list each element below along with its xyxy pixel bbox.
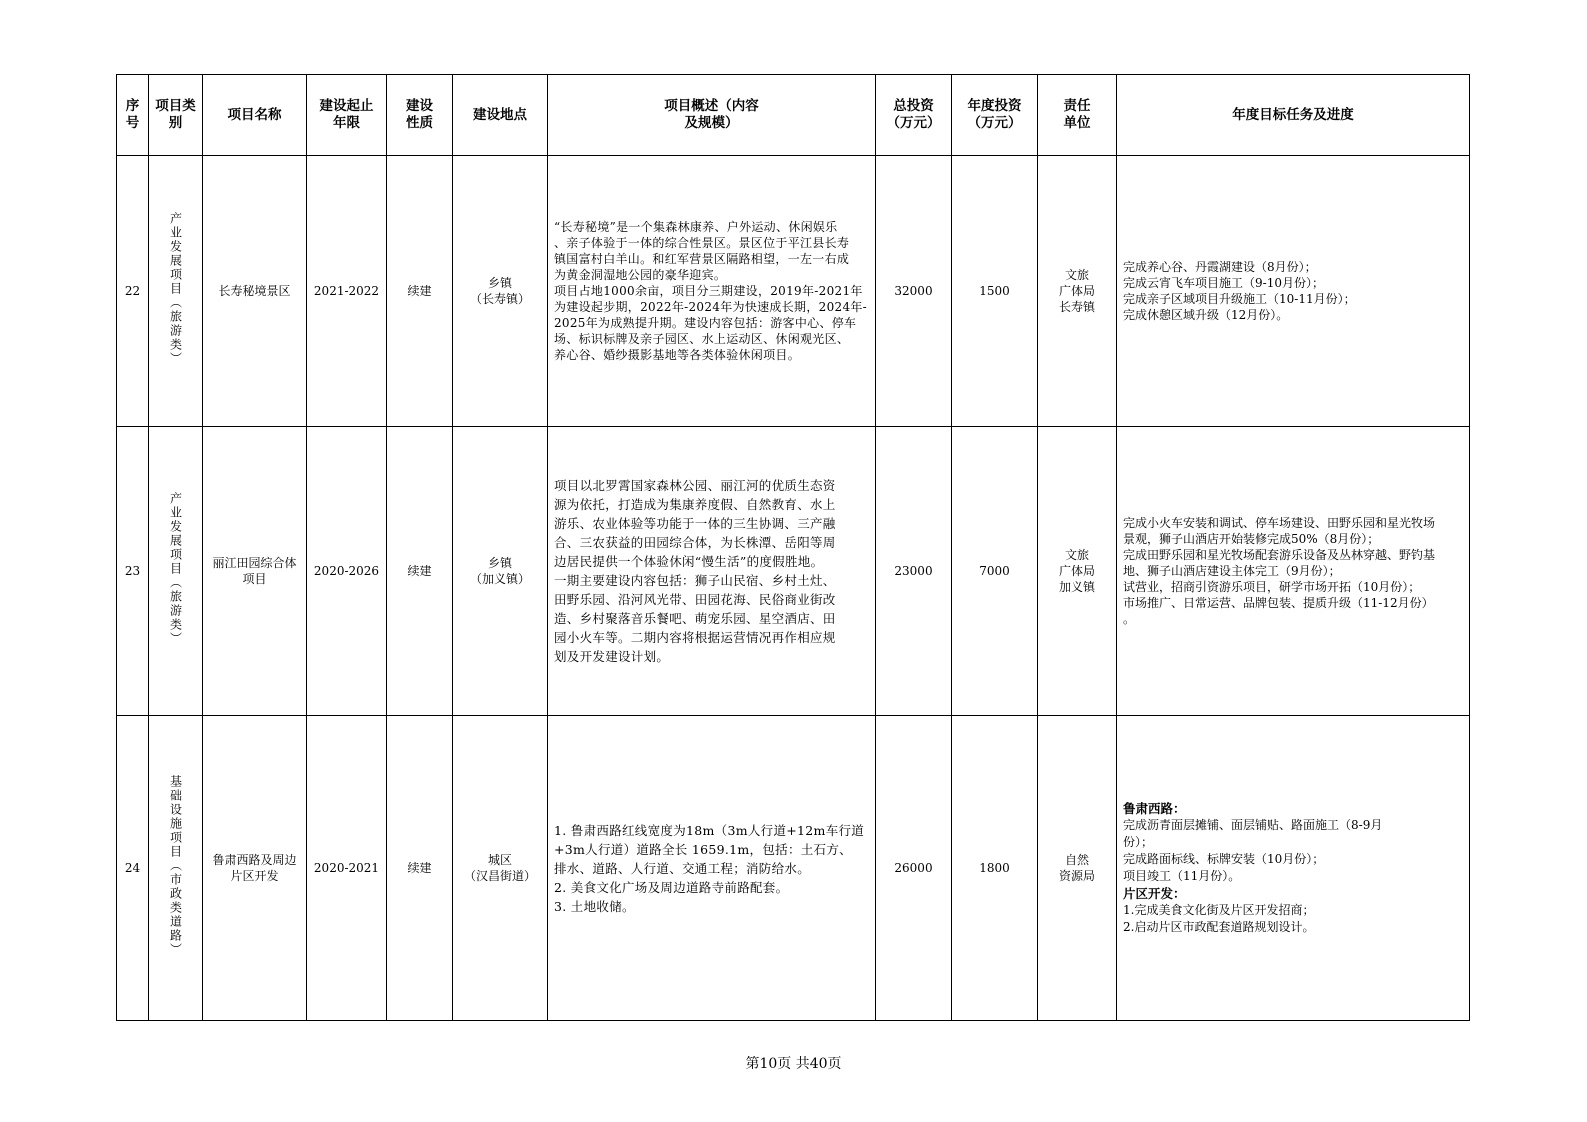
header-nature-text: 建设性质	[406, 98, 433, 131]
header-overview	[548, 75, 876, 156]
row-nature: 续建	[387, 427, 453, 716]
location-line: 乡镇	[487, 556, 512, 570]
row-index: 23	[117, 427, 149, 716]
row-annual-investment: 1500	[952, 156, 1038, 427]
goal-line: 完成沥青面层摊铺、面层铺贴、路面施工（8-9月	[1123, 818, 1383, 832]
goal-line: 。	[1123, 612, 1136, 626]
unit-line: 自然	[1064, 853, 1089, 867]
header-annual-investment-text: 年度投资（万元）	[967, 98, 1022, 131]
table-row	[117, 427, 1470, 716]
overview-line: 、亲子体验于一体的综合性景区。景区位于平江县长寿	[554, 236, 850, 250]
overview-line: 源为依托，打造成为集康养度假、自然教育、水上	[554, 497, 836, 512]
row-overview	[548, 156, 876, 427]
header-name: 项目名称	[203, 75, 307, 156]
row-annual-goals	[1117, 427, 1470, 716]
overview-line: +3m人行道）道路全长 1659.1m，包括：土石方、	[554, 841, 852, 857]
row-category-text: 产业发展项目（旅游类）	[168, 492, 183, 646]
overview-line: 边居民提供一个体验休闲“慢生活”的度假胜地。	[554, 554, 824, 569]
row-responsible-unit	[1038, 156, 1117, 427]
goal-line: 市场推广、日常运营、品牌包装、提质升级（11-12月份）	[1123, 596, 1434, 610]
overview-line: 划及开发建设计划。	[554, 649, 670, 664]
goal-line: 项目竣工（11月份）。	[1123, 869, 1241, 883]
header-period-text: 建设起止年限	[319, 98, 374, 131]
goal-line: 地、狮子山酒店建设主体完工（9月份）；	[1123, 564, 1341, 578]
goal-line: 完成休憩区域升级（12月份）。	[1123, 308, 1289, 322]
unit-line: 广体局	[1058, 284, 1095, 298]
row-responsible-unit	[1038, 427, 1117, 716]
overview-line: 合、三农获益的田园综合体，为长株潭、岳阳等周	[554, 535, 836, 550]
row-category	[149, 427, 203, 716]
goal-line: 完成云宵飞车项目施工（9-10月份）；	[1123, 276, 1324, 290]
overview-line: 为建设起步期，2022年-2024年为快速成长期，2024年-	[554, 300, 868, 314]
overview-line: 为黄金洞湿地公园的豪华迎宾。	[554, 268, 727, 282]
header-annual-investment	[952, 75, 1038, 156]
row-name: 丽江田园综合体项目	[203, 427, 307, 716]
row-overview	[548, 427, 876, 716]
overview-line: 田野乐园、沿河风光带、田园花海、民俗商业街改	[554, 592, 836, 607]
header-total-investment	[876, 75, 952, 156]
header-location: 建设地点	[453, 75, 548, 156]
header-category-text: 项目类别	[155, 98, 196, 131]
row-nature: 续建	[387, 156, 453, 427]
overview-line: 养心谷、婚纱摄影基地等各类体验休闲项目。	[554, 348, 801, 362]
row-total-investment: 26000	[876, 716, 952, 1021]
goal-heading: 鲁肃西路：	[1123, 801, 1186, 816]
row-location	[453, 427, 548, 716]
row-annual-investment: 1800	[952, 716, 1038, 1021]
row-name: 鲁肃西路及周边片区开发	[203, 716, 307, 1021]
overview-line: 场、标识标牌及亲子园区、水上运动区、休闲观光区、	[554, 332, 850, 346]
header-overview-text: 项目概述（内容及规模）	[664, 98, 759, 131]
row-overview	[548, 716, 876, 1021]
row-index: 24	[117, 716, 149, 1021]
goal-line: 份）；	[1123, 835, 1154, 849]
row-responsible-unit	[1038, 716, 1117, 1021]
goal-line: 完成亲子区域项目升级施工（10-11月份）；	[1123, 292, 1356, 306]
header-period	[307, 75, 387, 156]
unit-line: 文旅	[1064, 548, 1089, 562]
row-index: 22	[117, 156, 149, 427]
row-location	[453, 156, 548, 427]
row-category	[149, 716, 203, 1021]
overview-line: 游乐、农业体验等功能于一体的三生协调、三产融	[554, 516, 836, 531]
project-table	[116, 74, 1470, 1021]
row-total-investment: 23000	[876, 427, 952, 716]
row-period: 2020-2026	[307, 427, 387, 716]
row-annual-goals	[1117, 716, 1470, 1021]
row-period: 2021-2022	[307, 156, 387, 427]
row-nature: 续建	[387, 716, 453, 1021]
goal-line: 试营业，招商引资游乐项目，研学市场开拓（10月份）；	[1123, 580, 1421, 594]
overview-line: 项目占地1000余亩，项目分三期建设，2019年-2021年	[554, 284, 863, 298]
location-line: 城区	[487, 853, 512, 867]
unit-line: 资源局	[1058, 869, 1095, 883]
page-number: 第10页 共40页	[745, 1056, 842, 1072]
goal-line: 完成路面标线、标牌安装（10月份）；	[1123, 852, 1325, 866]
row-total-investment: 32000	[876, 156, 952, 427]
row-period: 2020-2021	[307, 716, 387, 1021]
header-category	[149, 75, 203, 156]
header-total-investment-text: 总投资（万元）	[886, 98, 941, 131]
overview-line: 3. 土地收储。	[554, 898, 635, 914]
goal-line: 2.启动片区市政配套道路规划设计。	[1123, 920, 1315, 934]
unit-line: 文旅	[1064, 268, 1089, 282]
header-nature	[387, 75, 453, 156]
goal-line: 1.完成美食文化街及片区开发招商；	[1123, 903, 1315, 917]
goal-line: 完成田野乐园和星光牧场配套游乐设备及丛林穿越、野钓基	[1123, 548, 1436, 562]
goal-line: 完成小火车安装和调试、停车场建设、田野乐园和星光牧场	[1123, 516, 1436, 530]
row-location	[453, 716, 548, 1021]
header-responsible-unit-text: 责任单位	[1063, 98, 1091, 131]
overview-line: 2025年为成熟提升期。建设内容包括：游客中心、停车	[554, 316, 857, 330]
unit-line: 广体局	[1058, 564, 1095, 578]
overview-line: 排水、道路、人行道、交通工程；消防给水。	[554, 860, 811, 876]
location-line: （汉昌街道）	[463, 869, 536, 883]
overview-line: 园小火车等。二期内容将根据运营情况再作相应规	[554, 630, 836, 645]
row-annual-investment: 7000	[952, 427, 1038, 716]
table-header-row	[117, 75, 1470, 156]
row-category	[149, 156, 203, 427]
overview-line: “长寿秘境”是一个集森林康养、户外运动、休闲娱乐	[554, 220, 838, 234]
header-annual-goals: 年度目标任务及进度	[1117, 75, 1470, 156]
overview-line: 镇国富村白羊山。和红军营景区隔路相望，一左一右成	[554, 252, 850, 266]
overview-line: 一期主要建设内容包括：狮子山民宿、乡村土灶、	[554, 573, 836, 588]
row-annual-goals	[1117, 156, 1470, 427]
table-row	[117, 156, 1470, 427]
location-line: （长寿镇）	[469, 292, 530, 306]
goal-heading: 片区开发：	[1123, 886, 1186, 901]
unit-line: 长寿镇	[1058, 300, 1095, 314]
goal-line: 完成养心谷、丹霞湖建设（8月份）；	[1123, 260, 1317, 274]
overview-line: 造、乡村聚落音乐餐吧、萌宠乐园、星空酒店、田	[554, 611, 836, 626]
location-line: 乡镇	[487, 276, 512, 290]
header-index	[117, 75, 149, 156]
table-row	[117, 716, 1470, 1021]
row-category-text: 产业发展项目（旅游类）	[168, 212, 183, 366]
row-category-text: 基础设施项目（市政类道路）	[168, 775, 183, 957]
location-line: （加义镇）	[469, 572, 530, 586]
header-index-text: 序号	[125, 98, 140, 131]
goal-line: 景观，狮子山酒店开始装修完成50%（8月份）；	[1123, 532, 1380, 546]
overview-line: 2. 美食文化广场及周边道路寺前路配套。	[554, 879, 789, 895]
overview-line: 项目以北罗霄国家森林公园、丽江河的优质生态资	[554, 478, 836, 493]
overview-line: 1. 鲁肃西路红线宽度为18m（3m人行道+12m车行道	[554, 822, 865, 838]
row-name: 长寿秘境景区	[203, 156, 307, 427]
unit-line: 加义镇	[1058, 580, 1095, 594]
header-responsible-unit	[1038, 75, 1117, 156]
